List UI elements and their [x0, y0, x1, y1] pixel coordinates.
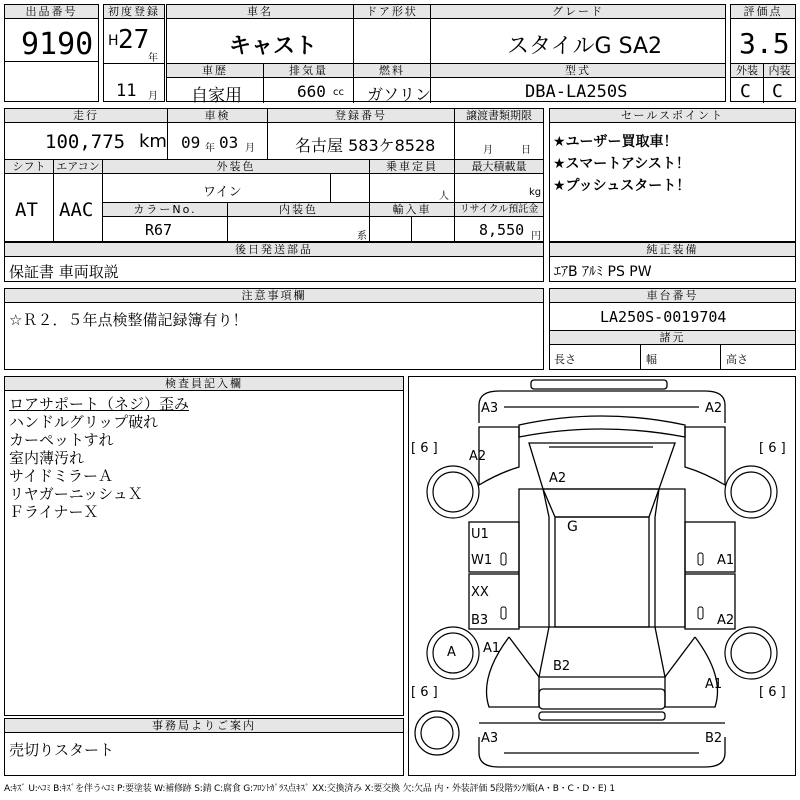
dims-length: 長さ [554, 353, 576, 366]
lot-label: 出品番号 [5, 5, 98, 19]
color-no: R67 [145, 221, 173, 239]
car-name-label: 車名 [167, 5, 353, 19]
color-no-label: カラーNo. [103, 203, 227, 217]
inspector-label: 検査員記入欄 [5, 377, 403, 391]
mark-door-rl-2: B3 [471, 613, 489, 628]
int-color-unit: 系 [357, 231, 367, 242]
score-label: 評価点 [731, 5, 795, 19]
shift: AT [15, 199, 38, 221]
office-box [4, 718, 404, 776]
fuel-label: 燃料 [354, 64, 430, 78]
car-name: キャスト [229, 34, 318, 59]
score-cell [730, 4, 796, 102]
recycle-label: リサイクル預託金 [455, 203, 543, 217]
int-color-label: 内装色 [228, 203, 369, 217]
sales-point-item: ★ユーザー買取車！ [553, 134, 678, 150]
recycle-unit: 円 [531, 231, 541, 242]
mark-fender-l: A2 [469, 449, 487, 464]
mark-door-rr: A2 [717, 613, 735, 628]
model: DBA-LA250S [525, 82, 628, 102]
reg-month: 11 [116, 81, 137, 101]
later-parts-value: 保証書 車両取説 [9, 263, 119, 281]
mileage: 100,775 [45, 131, 126, 153]
score: 3.5 [739, 27, 790, 60]
ext-color: ワイン [203, 185, 242, 200]
grade: スタイルG SA2 [507, 34, 663, 59]
later-parts-label: 後日発送部品 [5, 243, 543, 257]
history: 自家用 [191, 86, 242, 106]
mark-quarter-l: A1 [483, 641, 501, 656]
displacement-label: 排気量 [264, 64, 353, 78]
sales-points-box [549, 108, 796, 242]
insp-month-unit: 月 [245, 143, 255, 154]
office-label: 事務局よりご案内 [5, 719, 403, 733]
lot-number: 9190 [21, 27, 94, 62]
inspector-line: カーペットすれ [9, 431, 114, 449]
model-label: 型式 [431, 64, 725, 78]
interior-grade: C [772, 81, 783, 102]
first-reg-label: 初度登録 [104, 5, 164, 19]
mark-door-fl-2: W1 [471, 553, 493, 568]
inspector-line: 室内薄汚れ [9, 449, 85, 467]
doc-day-unit: 日 [521, 145, 531, 156]
tire-rr: [ 6 ] [759, 685, 786, 700]
dims-label: 諸元 [550, 331, 795, 345]
office-value: 売切りスタート [9, 741, 115, 759]
mark-tire: A [447, 645, 456, 660]
mark-rear-r: B2 [705, 731, 723, 746]
era: H [108, 33, 119, 49]
dims-width: 幅 [646, 353, 657, 366]
car-outline [409, 377, 795, 775]
vehicle-detail-grid [4, 108, 544, 242]
sales-points-label: セールスポイント [550, 109, 795, 123]
inspector-box [4, 376, 404, 716]
mileage-label: 走行 [5, 109, 167, 123]
capacity-unit: 人 [439, 191, 449, 202]
shift-label: シフト [5, 160, 53, 174]
doc-deadline-label: 譲渡書類期限 [455, 109, 543, 123]
mark-hood: A2 [549, 471, 567, 486]
tire-fr: [ 6 ] [759, 441, 786, 456]
inspector-line: ロアサポート（ネジ）歪み [9, 395, 190, 413]
inspector-line: サイドミラーＡ [9, 467, 113, 485]
mark-windshield: G [567, 519, 578, 535]
mark-door-fr: A1 [717, 553, 735, 568]
recycle-amount: 8,550 [479, 221, 525, 239]
later-parts-box [4, 242, 544, 282]
ac-label: エアコン [54, 160, 102, 174]
year-unit: 年 [148, 53, 158, 64]
chassis-box [549, 288, 796, 370]
sales-point-item: ★スマートアシスト！ [553, 156, 690, 172]
mark-door-rl-1: XX [471, 585, 489, 600]
grade-label: グレード [431, 5, 725, 19]
equipment-box [549, 242, 796, 282]
mileage-unit: km [139, 131, 167, 152]
mark-rear-l: A3 [481, 731, 499, 746]
month-unit: 月 [148, 91, 158, 102]
fuel: ガソリン [367, 85, 432, 104]
equipment-value: ｴｱB ｱﾙﾐ PS PW [554, 264, 652, 280]
caution-box [4, 288, 544, 370]
inspector-line: リヤガーニッシュＸ [9, 485, 143, 503]
insp-year-unit: 年 [205, 143, 215, 154]
lot-cell [4, 4, 99, 102]
chassis-number: LA250S-0019704 [600, 308, 727, 326]
tire-rl: [ 6 ] [411, 685, 438, 700]
dims-height: 高さ [726, 353, 748, 366]
mark-roof-rear: B2 [553, 659, 571, 674]
legend: A:ｷｽﾞ U:ﾍｺﾐ B:ｷｽﾞを伴うﾍｺﾐ P:要塗装 W:補修跡 S:錆 C:腐食 G:ﾌﾛﾝﾄｶﾞﾗｽ点ｷｽﾞ XX:交換済み X:要交換 欠:欠品 内・外装評価 5段階ﾗﾝｸ順(A・B・C・D・E) 1 [4, 784, 615, 794]
car-info-grid [166, 4, 726, 106]
doc-month-unit: 月 [483, 145, 493, 156]
load-unit: kg [529, 187, 542, 198]
inspector-line: ＦライナーＸ [9, 503, 99, 521]
inspection-label: 車検 [168, 109, 267, 123]
plate-number: 名古屋 583ケ8528 [295, 136, 436, 155]
first-reg-cell [103, 4, 165, 102]
equipment-label: 純正装備 [550, 243, 795, 257]
reg-year: 27 [118, 25, 150, 55]
mark-fl-corner: A3 [481, 401, 499, 416]
mark-door-fl-1: U1 [471, 527, 489, 542]
caution-label: 注意事項欄 [5, 289, 543, 303]
displacement: 660 [297, 82, 326, 101]
import-label: 輸入車 [370, 203, 454, 217]
door-label: ドア形状 [354, 5, 430, 19]
load-label: 最大積載量 [455, 160, 543, 174]
displacement-unit: cc [333, 87, 344, 98]
exterior-label: 外装 [731, 64, 763, 78]
mark-quarter-r: A1 [705, 677, 723, 692]
tire-fl: [ 6 ] [411, 441, 438, 456]
ext-color-label: 外装色 [103, 160, 369, 174]
caution-value: ☆Ｒ２．５年点検整備記録簿有り！ [9, 311, 248, 329]
header-block [4, 4, 796, 106]
exterior-grade: C [740, 81, 751, 102]
history-label: 車歴 [167, 64, 263, 78]
interior-label: 内装 [764, 64, 795, 78]
capacity-label: 乗車定員 [370, 160, 454, 174]
inspector-line: ハンドルグリップ破れ [9, 413, 159, 431]
plate-label: 登録番号 [268, 109, 454, 123]
mark-fr-corner: A2 [705, 401, 723, 416]
ac: AAC [59, 199, 94, 221]
chassis-label: 車台番号 [550, 289, 795, 303]
damage-diagram [408, 376, 796, 776]
insp-year: 09 [181, 133, 201, 152]
sales-point-item: ★プッシュスタート！ [553, 178, 691, 194]
insp-month: 03 [219, 133, 239, 152]
